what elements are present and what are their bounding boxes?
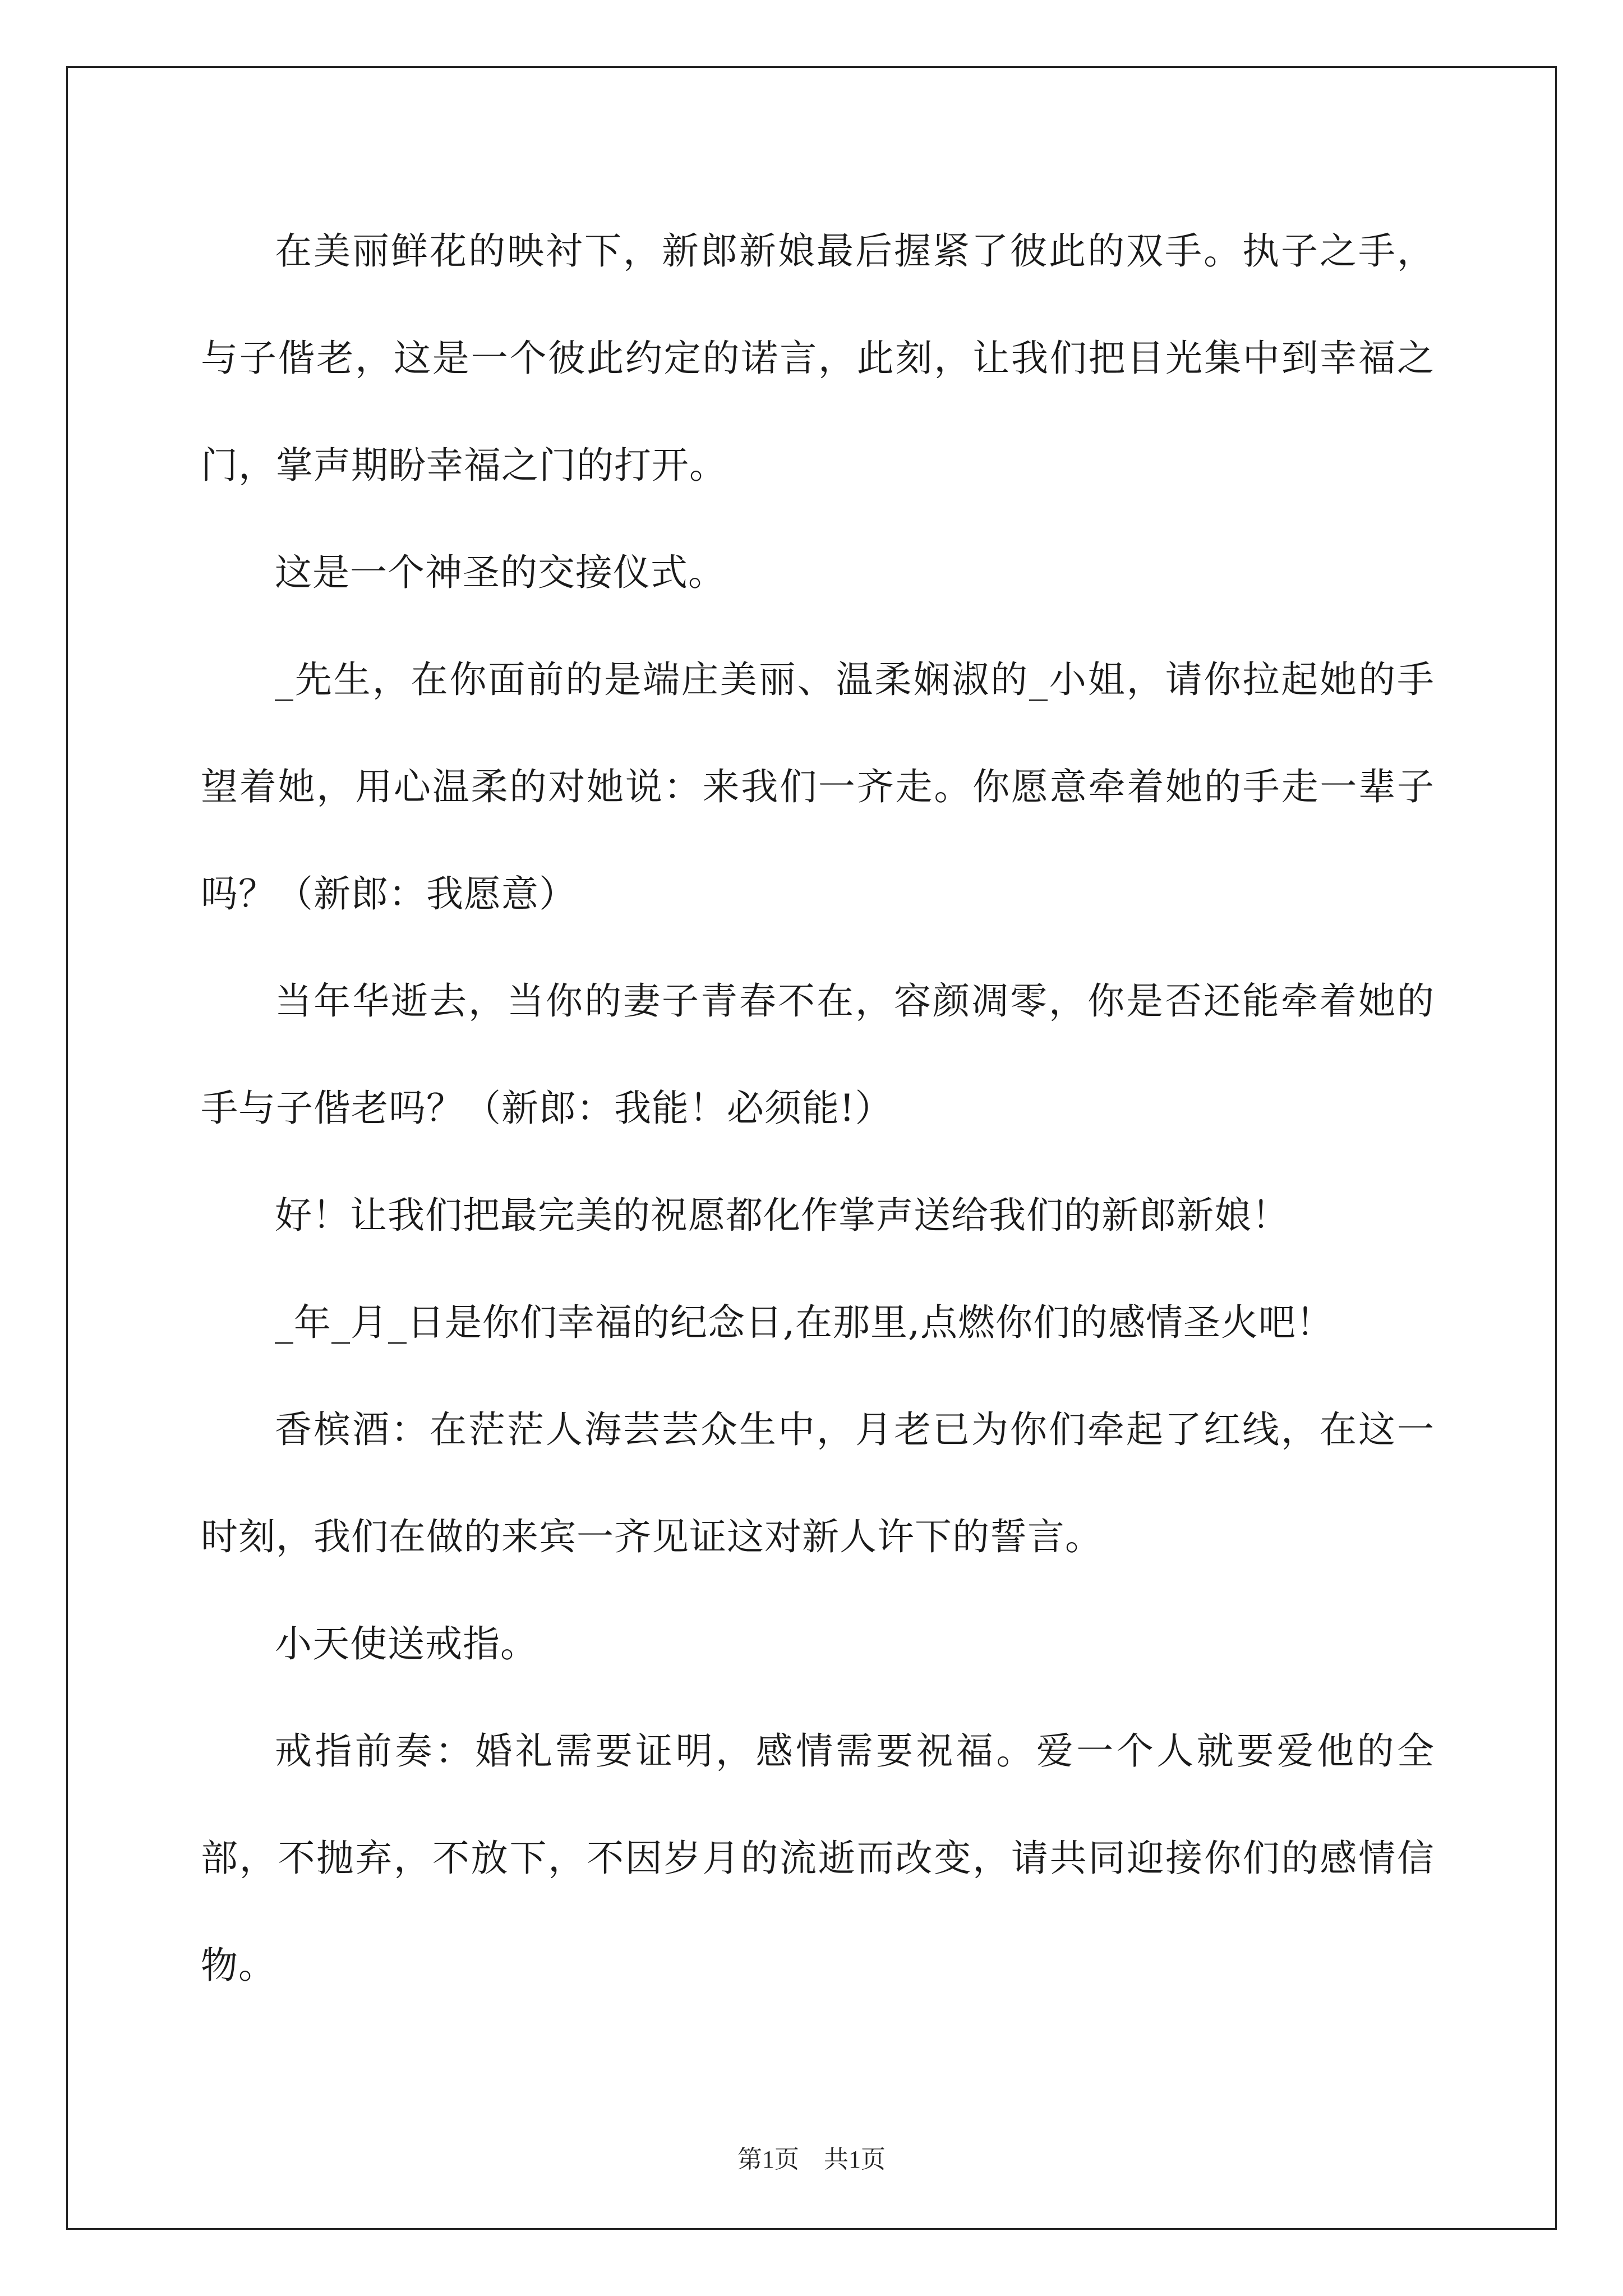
document-body [201, 197, 1435, 2019]
paragraph-2: 这是一个神圣的交接仪式。 [275, 551, 726, 594]
paragraph-1: 在美丽鲜花的映衬下，新郎新娘最后握紧了彼此的双手。执子之手，与子偕老，这是一个彼此约定的诺言，此刻，让我们把目光集中到幸福之门，掌声期盼幸福之门的打开。 [201, 229, 1435, 487]
paragraph-4: 当年华逝去，当你的妻子青春不在，容颜凋零，你是否还能牵着她的手与子偕老吗？（新郎：我能！必须能!） [201, 979, 1435, 1130]
paragraph-8: 小天使送戒指。 [275, 1622, 538, 1665]
page-footer [0, 2143, 1623, 2177]
page-number-label: 第1页 共1页 [737, 2146, 886, 2173]
paragraph-7: 香槟酒：在茫茫人海芸芸众生中，月老已为你们牵起了红线，在这一时刻，我们在做的来宾一齐见证这对新人许下的誓言。 [201, 1408, 1435, 1558]
paragraph-5: 好！让我们把最完美的祝愿都化作掌声送给我们的新郎新娘！ [275, 1194, 1289, 1237]
paragraph-9: 戒指前奏：婚礼需要证明，感情需要祝福。爱一个人就要爱他的全部，不抛弃，不放下，不因岁月的流逝而改变，请共同迎接你们的感情信物。 [201, 1729, 1435, 1987]
paragraph-6: _年_月_日是你们幸福的纪念日,在那里,点燃你们的感情圣火吧！ [275, 1301, 1334, 1344]
paragraph-3: _先生，在你面前的是端庄美丽、温柔娴淑的_小姐，请你拉起她的手望着她，用心温柔的对她说：来我们一齐走。你愿意牵着她的手走一辈子吗？（新郎：我愿意） [201, 658, 1435, 915]
